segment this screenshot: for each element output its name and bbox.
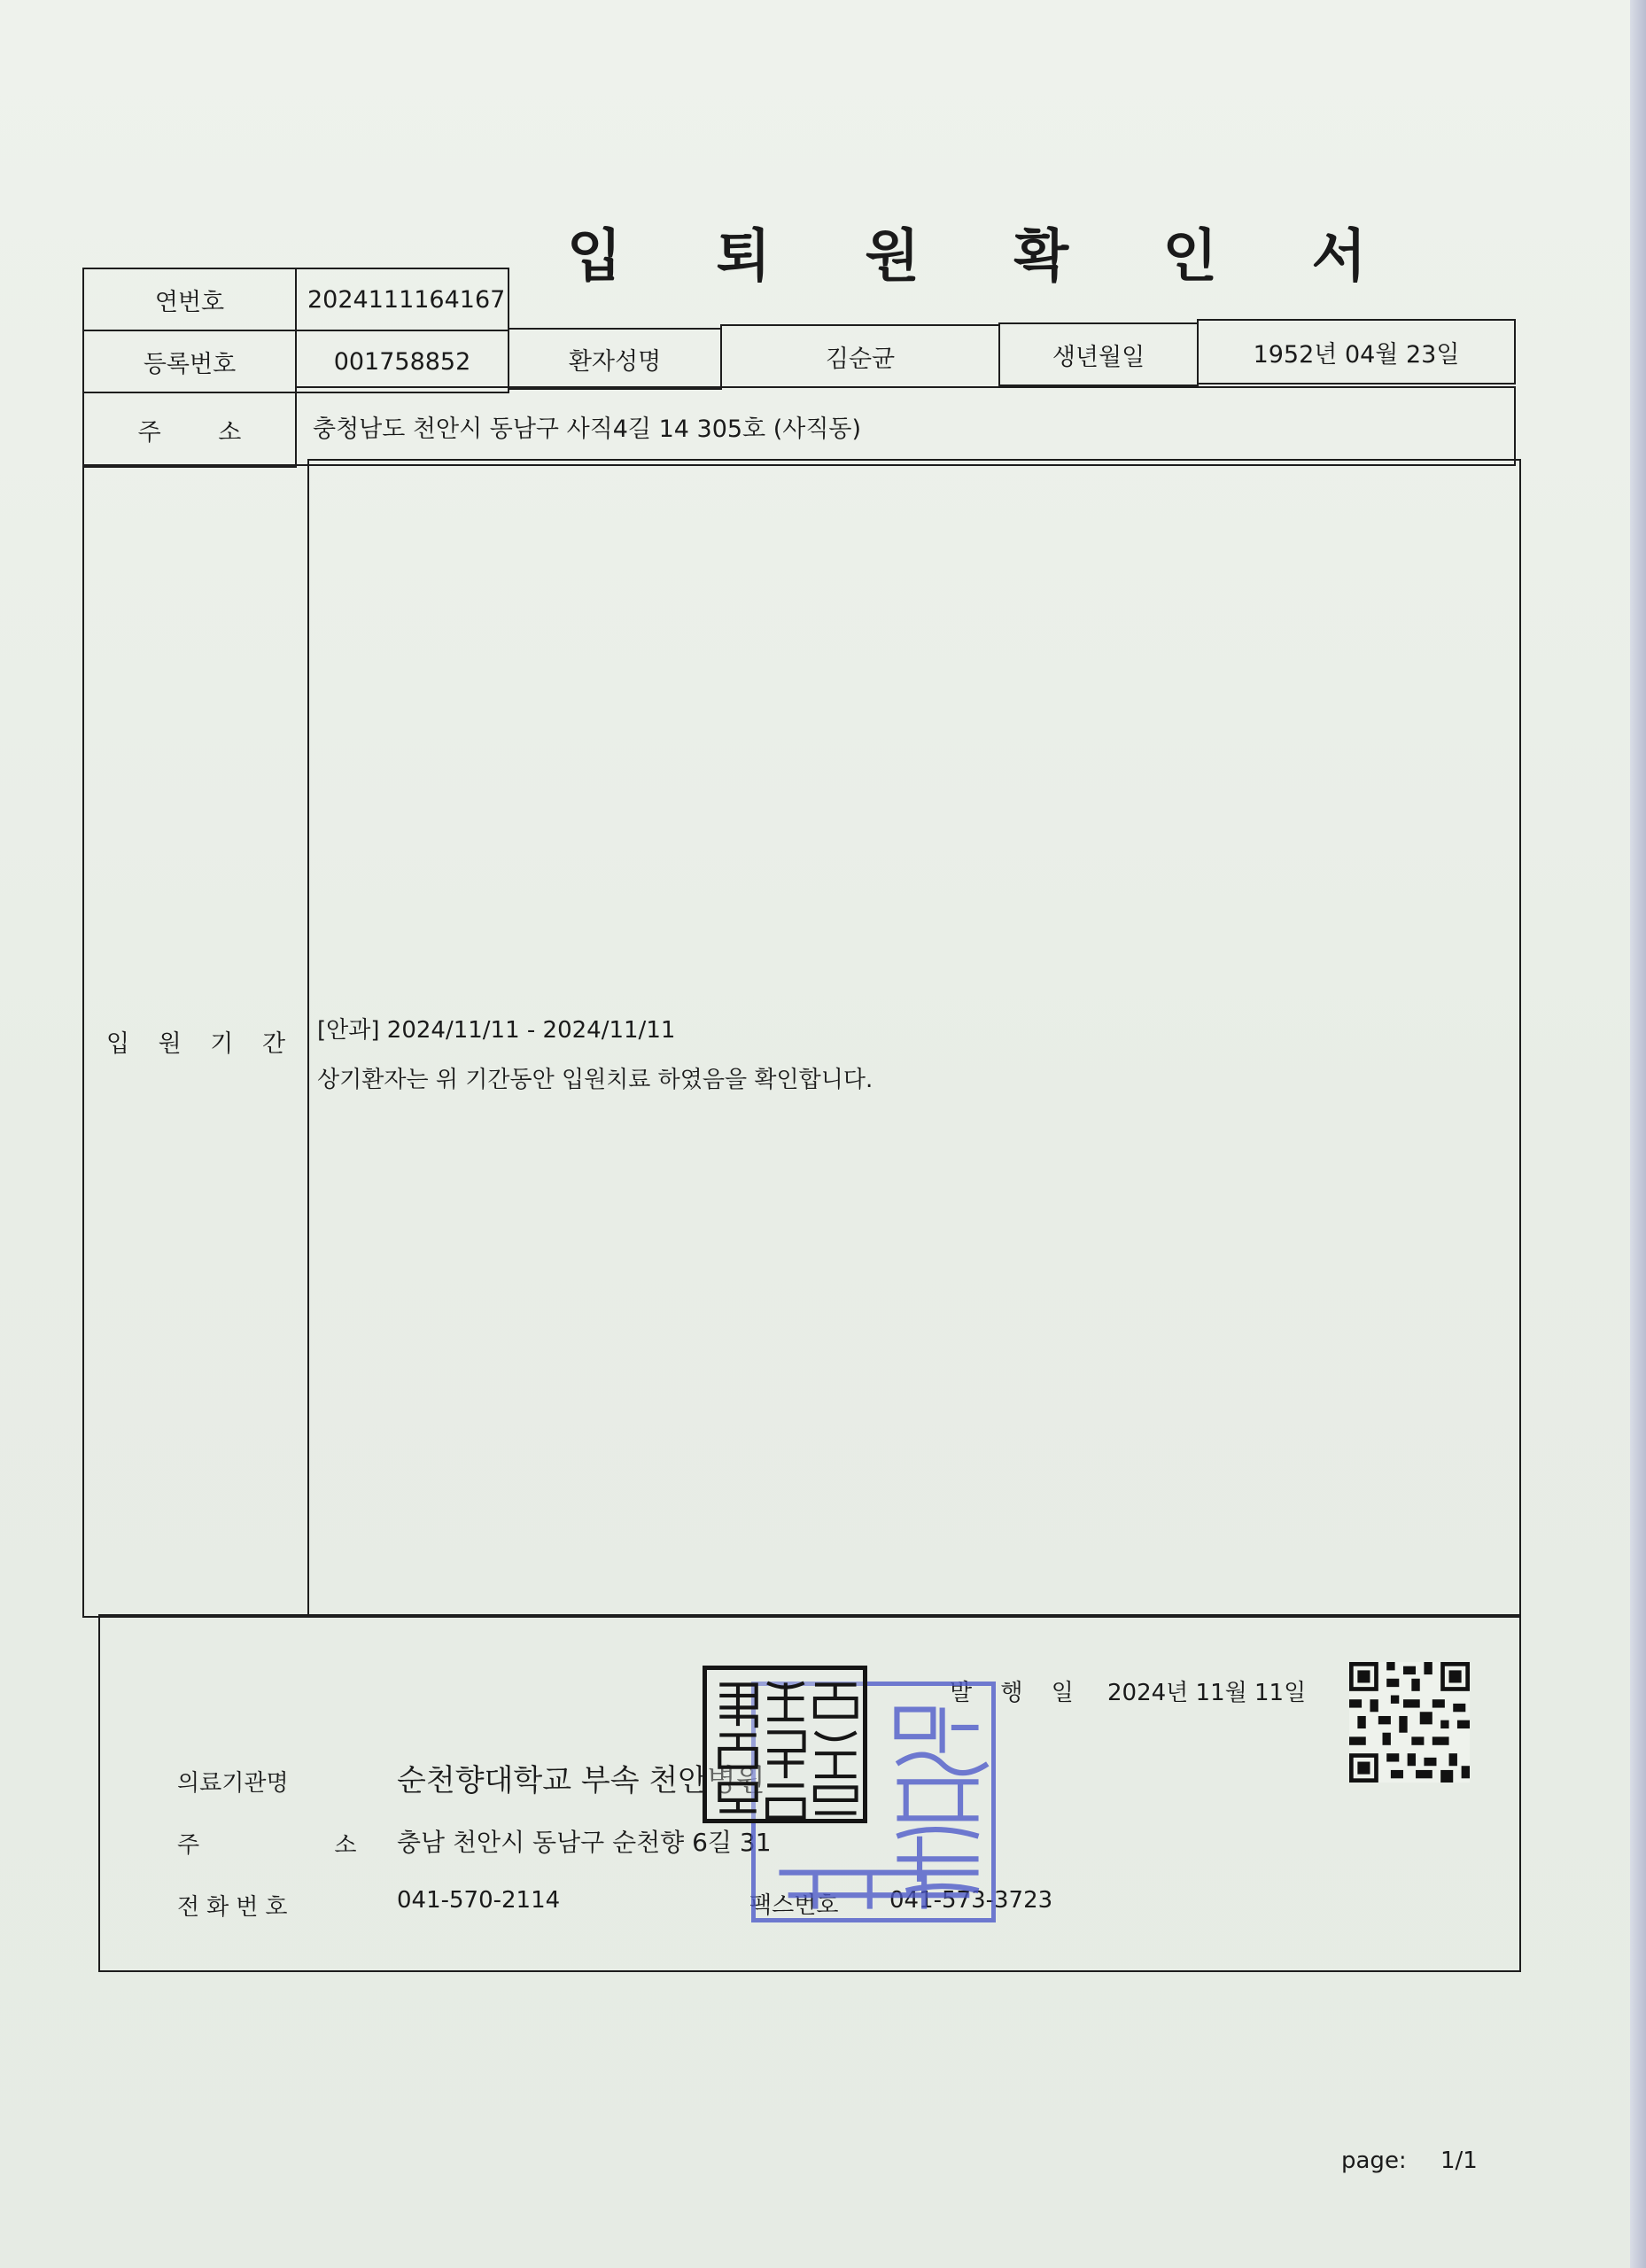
serial-label: 연번호 bbox=[82, 268, 297, 331]
page-label: page: bbox=[1341, 2148, 1407, 2174]
page-number: 1/1 bbox=[1440, 2148, 1478, 2174]
document-title: 입 퇴 원 확 인 서 bbox=[567, 224, 1404, 290]
birth-date-value: 1952년 04월 23일 bbox=[1197, 319, 1516, 384]
qr-code-icon bbox=[1347, 1662, 1472, 1783]
institution-label: 의료기관명 bbox=[177, 1770, 289, 1797]
issue-date-label: 발 행 일 bbox=[950, 1680, 1084, 1706]
registration-label: 등록번호 bbox=[82, 330, 297, 393]
issuer-address-label: 주 소 bbox=[177, 1832, 421, 1859]
fax-label: 팩스번호 bbox=[749, 1892, 839, 1919]
address-value: 충청남도 천안시 동남구 사직4길 14 305호 (사직동) bbox=[295, 386, 1516, 466]
patient-name-value: 김순균 bbox=[720, 324, 1000, 388]
admission-statement: 상기환자는 위 기간동안 입원치료 하였음을 확인합니다. bbox=[317, 1067, 873, 1093]
address-label: 주 소 bbox=[82, 392, 297, 468]
admission-period-line: [안과] 2024/11/11 - 2024/11/11 bbox=[317, 1017, 676, 1044]
black-director-seal bbox=[703, 1666, 867, 1823]
patient-name-label: 환자성명 bbox=[508, 328, 722, 390]
phone-value: 041-570-2114 bbox=[397, 1887, 561, 1914]
birth-date-label: 생년월일 bbox=[998, 322, 1199, 386]
issue-date-value: 2024년 11월 11일 bbox=[1107, 1680, 1307, 1706]
admission-period-label: 입 원 기 간 bbox=[82, 464, 309, 1618]
fax-value: 041-573-3723 bbox=[889, 1887, 1053, 1914]
institution-value: 순천향대학교 부속 천안병원 bbox=[397, 1763, 765, 1798]
paper-edge bbox=[1630, 0, 1646, 2268]
serial-value: 2024111164167 bbox=[295, 268, 509, 331]
registration-value: 001758852 bbox=[295, 330, 509, 393]
black-seal-pattern-icon bbox=[712, 1675, 868, 1824]
issuer-address-value: 충남 천안시 동남구 순천향 6길 31 bbox=[397, 1828, 772, 1857]
phone-label: 전화번호 bbox=[177, 1894, 295, 1921]
